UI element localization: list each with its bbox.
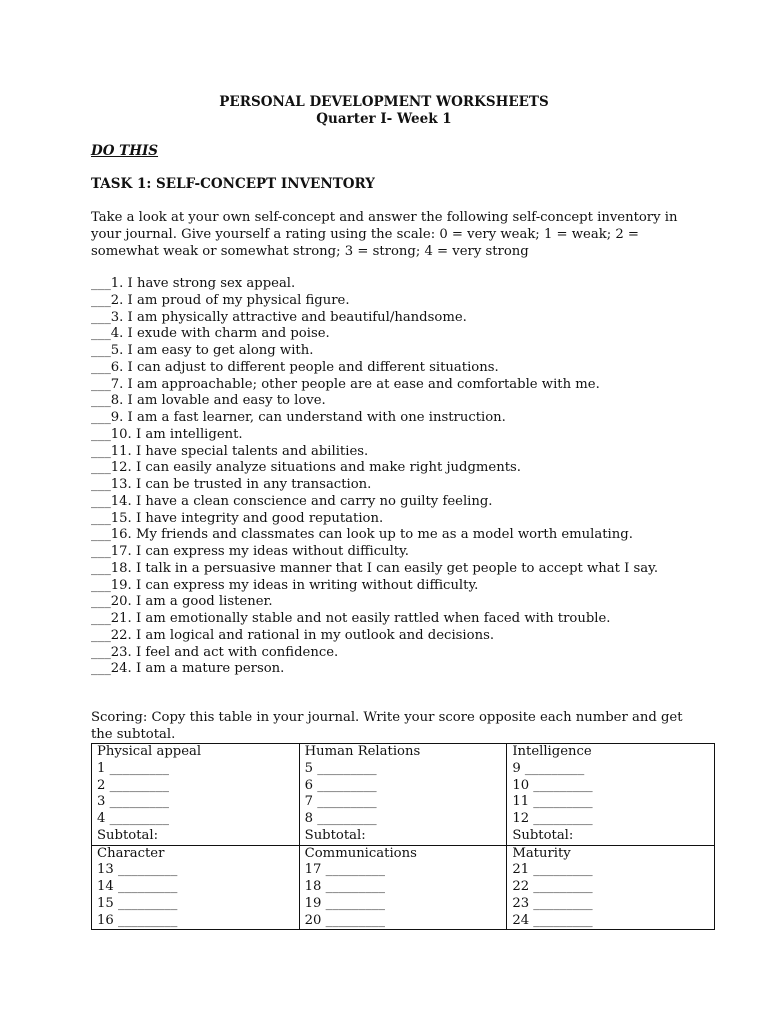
cell-heading: Intelligence [512, 744, 592, 759]
score-line: 22 _________ [512, 879, 593, 894]
list-item: ___6. I can adjust to different people and different situations. [91, 359, 499, 375]
cell-heading: Maturity [512, 845, 571, 861]
list-item: ___5. I am easy to get along with. [91, 343, 314, 358]
table-cell-human-relations [299, 744, 507, 846]
score-line: 15 _________ [97, 895, 178, 911]
list-item: ___14. I have a clean conscience and carry no guilty feeling. [91, 493, 493, 509]
list-item: ___10. I am intelligent. [91, 426, 243, 442]
subtotal-label: Subtotal: [512, 827, 574, 843]
score-line: 11 _________ [512, 794, 593, 810]
table-cell-physical-appeal [92, 744, 300, 846]
list-item: ___24. I am a mature person. [91, 661, 285, 677]
table-row [92, 845, 715, 930]
score-line: 14 _________ [97, 879, 178, 894]
list-item: ___12. I can easily analyze situations and make right judgments. [91, 460, 521, 476]
instructions-paragraph: Take a look at your own self-concept and answer the following self-concept inventory in your journal. Give yourself a rating using the scale: 0 = very weak; 1 = weak; 2 = somewhat weak or somewhat strong; 3 = strong; 4 = very strong [91, 210, 678, 259]
score-line: 18 _________ [304, 879, 385, 894]
score-line: 16 _________ [97, 912, 178, 928]
list-item: ___19. I can express my ideas in writing without difficulty. [91, 577, 479, 593]
list-item: ___11. I have special talents and abilities. [91, 443, 369, 459]
score-line: 12 _________ [512, 811, 593, 826]
list-item: ___16. My friends and classmates can look up to me as a model worth emulating. [91, 527, 633, 543]
score-line: 23 _________ [512, 895, 593, 911]
score-line: 8 _________ [304, 811, 377, 826]
cell-heading: Human Relations [304, 744, 421, 759]
score-line: 1 _________ [97, 760, 169, 776]
cell-heading: Communications [304, 845, 417, 861]
scoring-table [91, 743, 715, 930]
list-item: ___17. I can express my ideas without difficulty. [91, 544, 409, 559]
table-cell-character [92, 845, 300, 930]
score-line: 19 _________ [304, 895, 385, 911]
table-cell-maturity [507, 845, 715, 930]
score-line: 20 _________ [304, 912, 385, 928]
list-item: ___18. I talk in a persuasive manner that I can easily get people to accept what I say. [91, 560, 659, 576]
score-line: 5 _________ [304, 760, 377, 776]
list-item: ___4. I exude with charm and poise. [91, 326, 330, 342]
table-cell-intelligence [507, 744, 715, 846]
score-line: 13 _________ [97, 862, 178, 878]
subtotal-label: Subtotal: [304, 827, 366, 843]
list-item: ___20. I am a good listener. [91, 594, 273, 610]
list-item: ___13. I can be trusted in any transaction. [91, 477, 372, 492]
score-line: 7 _________ [304, 794, 377, 810]
table-cell-communications [299, 845, 507, 930]
score-line: 2 _________ [97, 777, 169, 793]
score-line: 6 _________ [304, 777, 377, 793]
list-item: ___23. I feel and act with confidence. [91, 644, 339, 660]
page-subtitle: Quarter I- Week 1 [316, 111, 452, 127]
task-title: TASK 1: SELF-CONCEPT INVENTORY [91, 176, 375, 192]
cell-heading: Character [97, 845, 165, 861]
section-label: DO THIS [91, 143, 159, 159]
list-item: ___3. I am physically attractive and beautiful/handsome. [91, 309, 467, 325]
score-line: 9 _________ [512, 760, 585, 776]
score-line: 10 _________ [512, 777, 593, 793]
page-title: PERSONAL DEVELOPMENT WORKSHEETS [219, 94, 549, 110]
score-line: 24 _________ [512, 912, 593, 928]
score-line: 17 _________ [304, 862, 385, 878]
table-row [92, 744, 715, 846]
list-item: ___8. I am lovable and easy to love. [91, 393, 326, 409]
subtotal-label: Subtotal: [97, 827, 159, 843]
score-line: 4 _________ [97, 811, 169, 826]
list-item: ___15. I have integrity and good reputation. [91, 510, 384, 526]
inventory-list [91, 276, 658, 678]
list-item: ___21. I am emotionally stable and not easily rattled when faced with trouble. [91, 611, 611, 626]
list-item: ___1. I have strong sex appeal. [91, 276, 296, 291]
list-item: ___2. I am proud of my physical figure. [91, 292, 350, 308]
list-item: ___22. I am logical and rational in my outlook and decisions. [91, 627, 495, 643]
scoring-instructions: Scoring: Copy this table in your journal. Write your score opposite each number and get the subtotal. [91, 710, 683, 742]
list-item: ___9. I am a fast learner, can understand with one instruction. [91, 410, 506, 425]
score-line: 21 _________ [512, 862, 593, 878]
list-item: ___7. I am approachable; other people are at ease and comfortable with me. [91, 376, 600, 392]
score-line: 3 _________ [97, 794, 169, 810]
cell-heading: Physical appeal [97, 744, 202, 759]
